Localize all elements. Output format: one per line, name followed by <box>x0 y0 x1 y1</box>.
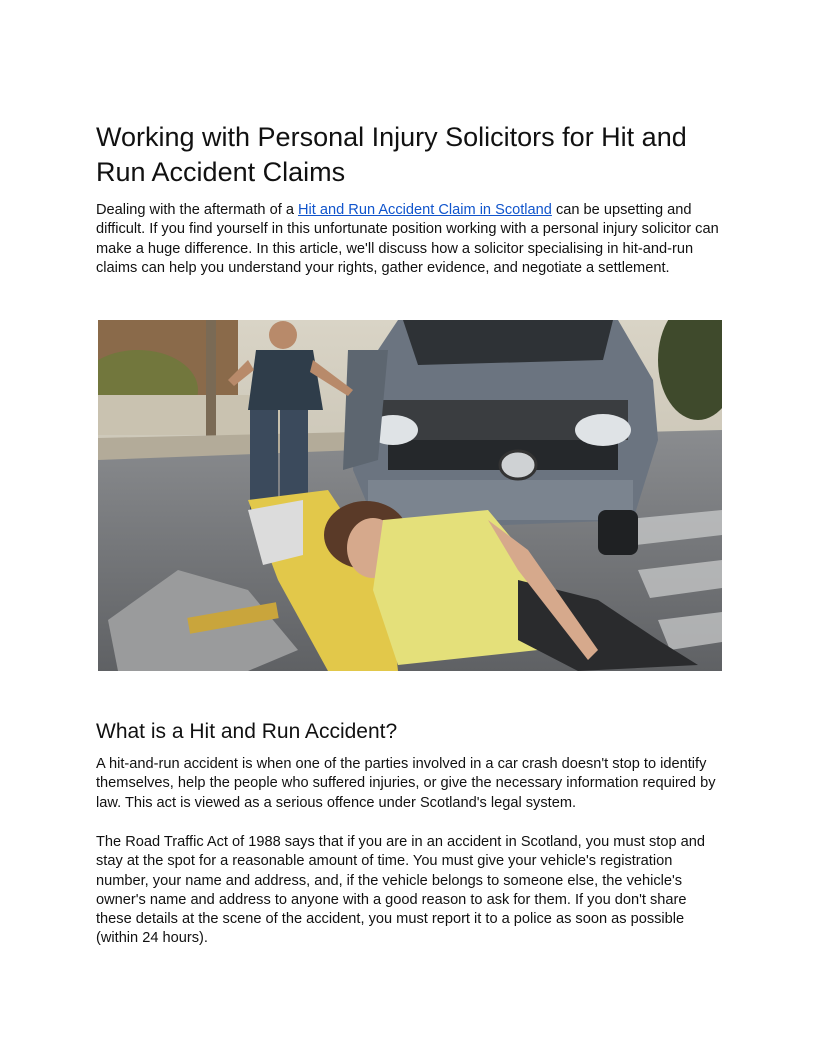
intro-paragraph <box>96 201 724 278</box>
intro-text-before: Dealing with the aftermath of a <box>96 202 298 218</box>
pole <box>206 320 216 440</box>
section-heading: What is a Hit and Run Accident? <box>96 720 398 743</box>
accident-illustration <box>98 320 722 671</box>
page-title: Working with Personal Injury Solicitors for Hit and Run Accident Claims <box>96 122 687 187</box>
section-paragraph-2: The Road Traffic Act of 1988 says that if you are in an accident in Scotland, you must stop and stay at the spot for a reasonable amount of time. You must give your vehicle's registration number, your name and address, and, if the vehicle belongs to someone else, the vehicle's owner's name and address to anyone with a good reason to ask for them. If you don't share these details at the scene of the accident, you must report it to a police as soon as possible (within 24 hours). <box>96 834 705 947</box>
accident-photo <box>98 320 722 671</box>
section-paragraph-1: A hit-and-run accident is when one of the parties involved in a car crash doesn't stop to identify themselves, help the people who suffered injuries, or give the necessary information required by law. This act is viewed as a serious offence under Scotland's legal system. <box>96 756 716 811</box>
hit-and-run-claim-link[interactable]: Hit and Run Accident Claim in Scotland <box>298 202 552 218</box>
intro-text-after: can be upsetting and difficult. If you find yourself in this unfortunate position working with a personal injury solicitor can make a huge difference. In this article, we'll discuss how a solicitor specialising in hit-and-run claims can help you understand your rights, gather evidence, and negotiate a settlement. <box>96 202 719 276</box>
